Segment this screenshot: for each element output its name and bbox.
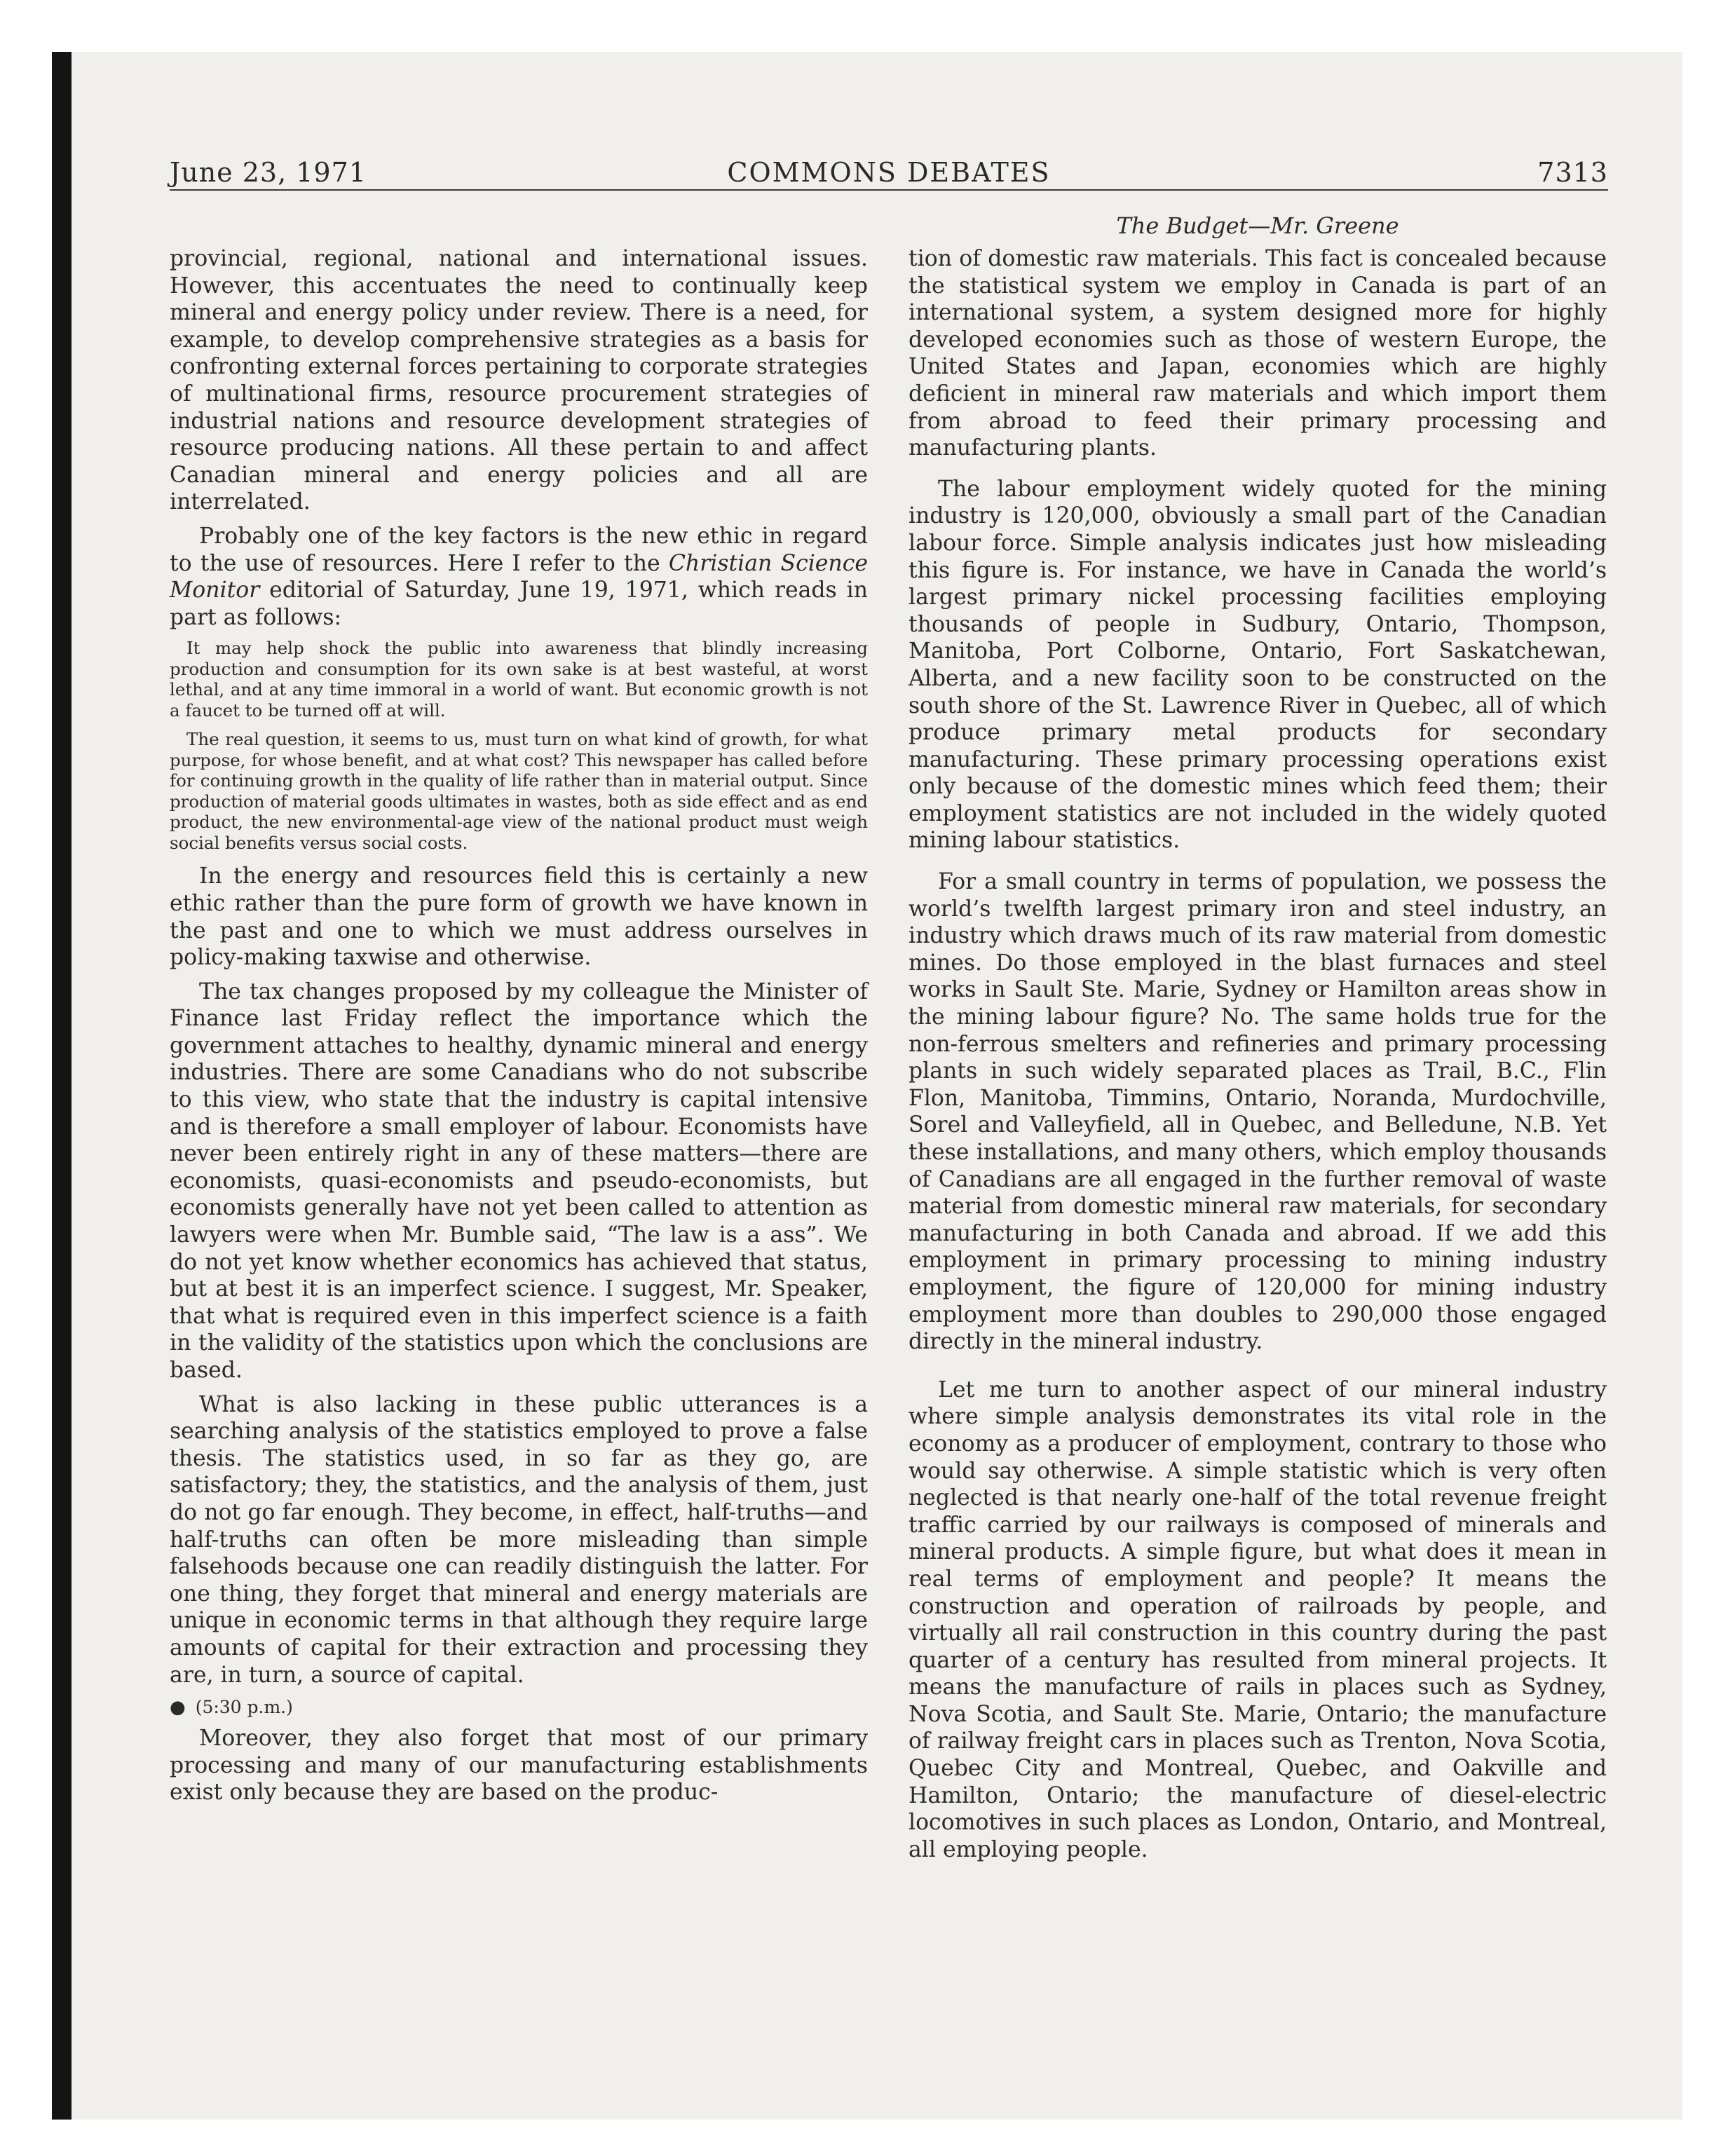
time-stamp	[170, 1696, 868, 1719]
paragraph: For a small country in terms of population, we possess the world’s twelfth largest primary iron and steel industry, an industry which draws much of its raw material from domestic mines. Do those employed in the blast furnaces and steel works in Sault Ste. Marie, Sydney or Hamilton areas show in the mining labour figure? No. The same holds true for the non-ferrous smelters and refineries and primary processing plants in such widely separated places as Trail, B.C., Flin Flon, Manitoba, Timmins, Ontario, Noranda, Murdochville, Sorel and Valleyfield, all in Quebec, and Belledune, N.B. Yet these installations, and many others, which employ thousands of Canadians are all engaged in the further removal of waste material from domestic mineral raw materials, for secondary manufacturing in both Canada and abroad. If we add this employment in primary processing to mining industry employment, the figure of 120,000 for mining industry employment more than doubles to 290,000 those engaged directly in the mineral industry.	[909, 869, 1607, 1355]
quote-paragraph: It may help shock the public into awareness that blindly increasing production and consumption for its own sake is at best wasteful, at worst lethal, and at any time immoral in a world of want. But economic growth is not a faucet to be turned off at will.	[170, 638, 868, 721]
running-title: The Budget—Mr. Greene	[1116, 212, 1399, 239]
quote-paragraph: The real question, it seems to us, must turn on what kind of growth, for what purpose, for whose benefit, and at what cost? This newspaper has called before for continuing growth in the quality of life rather than in material output. Since production of material goods ultimates in wastes, both as side effect and as end product, the new environmental-age view of the national product must weigh social benefits versus social costs.	[170, 729, 868, 853]
publication-name: Christian Science Monitor	[170, 550, 868, 603]
paragraph: tion of domestic raw materials. This fact is concealed because the statistical system we employ in Canada is part of an international system, a system designed more for highly developed economies such as those of western Europe, the United States and Japan, economies which are highly deficient in mineral raw materials and which import them from abroad to feed their primary processing and manufacturing plants.	[909, 246, 1607, 461]
paragraph-text: editorial of Saturday, June 19, 1971, which reads in part as follows:	[170, 578, 868, 630]
bullet-icon: ●	[170, 1697, 186, 1719]
paragraph: Let me turn to another aspect of our mineral industry where simple analysis demonstrates its vital role in the economy as a producer of employment, contrary to those who would say otherwise. A simple statistic which is very often neglected is that nearly one-half of the total revenue freight traffic carried by our railways is composed of minerals and mineral products. A simple figure, but what does it mean in real terms of employment and people? It means the construction and operation of railroads by people, and virtually all rail construction in this country during the past quarter of a century has resulted from mineral projects. It means the manufacture of rails in places such as Sydney, Nova Scotia, and Sault Ste. Marie, Ontario; the manufacture of railway freight cars in places such as Trenton, Nova Scotia, Quebec City and Montreal, Quebec, and Oakville and Hamilton, Ontario; the manufacture of diesel-electric locomotives in such places as London, Ontario, and Montreal, all employing people.	[909, 1377, 1607, 1862]
paragraph: The labour employment widely quoted for the mining industry is 120,000, obviously a small part of the Canadian labour force. Simple analysis indicates just how misleading this figure is. For instance, we have in Canada the world’s largest primary nickel processing facilities employing thousands of people in Sudbury, Ontario, Thompson, Manitoba, Port Colborne, Ontario, Fort Saskatchewan, Alberta, and a new facility soon to be constructed on the south shore of the St. Lawrence River in Quebec, all of which produce primary metal products for secondary manufacturing. These primary processing operations exist only because of the domestic mines which feed them; their employment statistics are not included in the widely quoted mining labour statistics.	[909, 476, 1607, 854]
paragraph: What is also lacking in these public utterances is a searching analysis of the statistics employed to prove a false thesis. The statistics used, in so far as they go, are satisfactory; they, the statistics, and the analysis of them, just do not go far enough. They become, in effect, half-truths—and half-truths can often be more misleading than simple falsehoods because one can readily distinguish the latter. For one thing, they forget that mineral and energy materials are unique in economic terms in that although they require large amounts of capital for their extraction and processing they are, in turn, a source of capital.	[170, 1391, 868, 1688]
paragraph: provincial, regional, national and international issues. However, this accentuates the need to continually keep mineral and energy policy under review. There is a need, for example, to develop comprehensive strategies as a basis for confronting external forces pertaining to corporate strategies of multinational firms, resource procurement strategies of industrial nations and resource development strategies of resource producing nations. All these pertain to and affect Canadian mineral and energy policies and all are interrelated.	[170, 246, 868, 515]
paragraph	[170, 523, 868, 631]
paragraph-gap	[909, 1363, 1607, 1370]
paragraph-text: Probably one of the key factors is the new ethic in regard to the use of resources. Here I refer to the	[170, 523, 868, 576]
paragraph-gap	[909, 1370, 1607, 1377]
block-quote	[170, 638, 868, 853]
paragraph-gap	[909, 861, 1607, 868]
publication-title: COMMONS DEBATES	[727, 157, 1051, 188]
page-header	[170, 153, 1608, 191]
paragraph-gap	[909, 469, 1607, 476]
page-number: 7313	[1537, 157, 1608, 188]
scan-border	[52, 52, 72, 2120]
header-date: June 23, 1971	[170, 157, 367, 188]
paragraph: In the energy and resources field this is certainly a new ethic rather than the pure form of growth we have known in the past and one to which we must address ourselves in policy-making taxwise and otherwise.	[170, 864, 868, 971]
paragraph: Moreover, they also forget that most of our primary processing and many of our manufacturing establishments exist only because they are based on the produc-	[170, 1726, 868, 1806]
left-column	[170, 245, 868, 1813]
right-column	[909, 245, 1607, 1870]
paragraph: The tax changes proposed by my colleague the Minister of Finance last Friday reflect the importance which the government attaches to healthy, dynamic mineral and energy industries. There are some Canadians who do not subscribe to this view, who state that the industry is capital intensive and is therefore a small employer of labour. Economists have never been entirely right in any of these matters—there are economists, quasi-economists and pseudo-economists, but economists generally have not yet been called to attention as lawyers were when Mr. Bumble said, “The law is a ass”. We do not yet know whether economics has achieved that status, but at best it is an imperfect science. I suggest, Mr. Speaker, that what is required even in this imperfect science is a faith in the validity of the statistics upon which the conclusions are based.	[170, 978, 868, 1383]
time-text: (5:30 p.m.)	[195, 1697, 293, 1718]
